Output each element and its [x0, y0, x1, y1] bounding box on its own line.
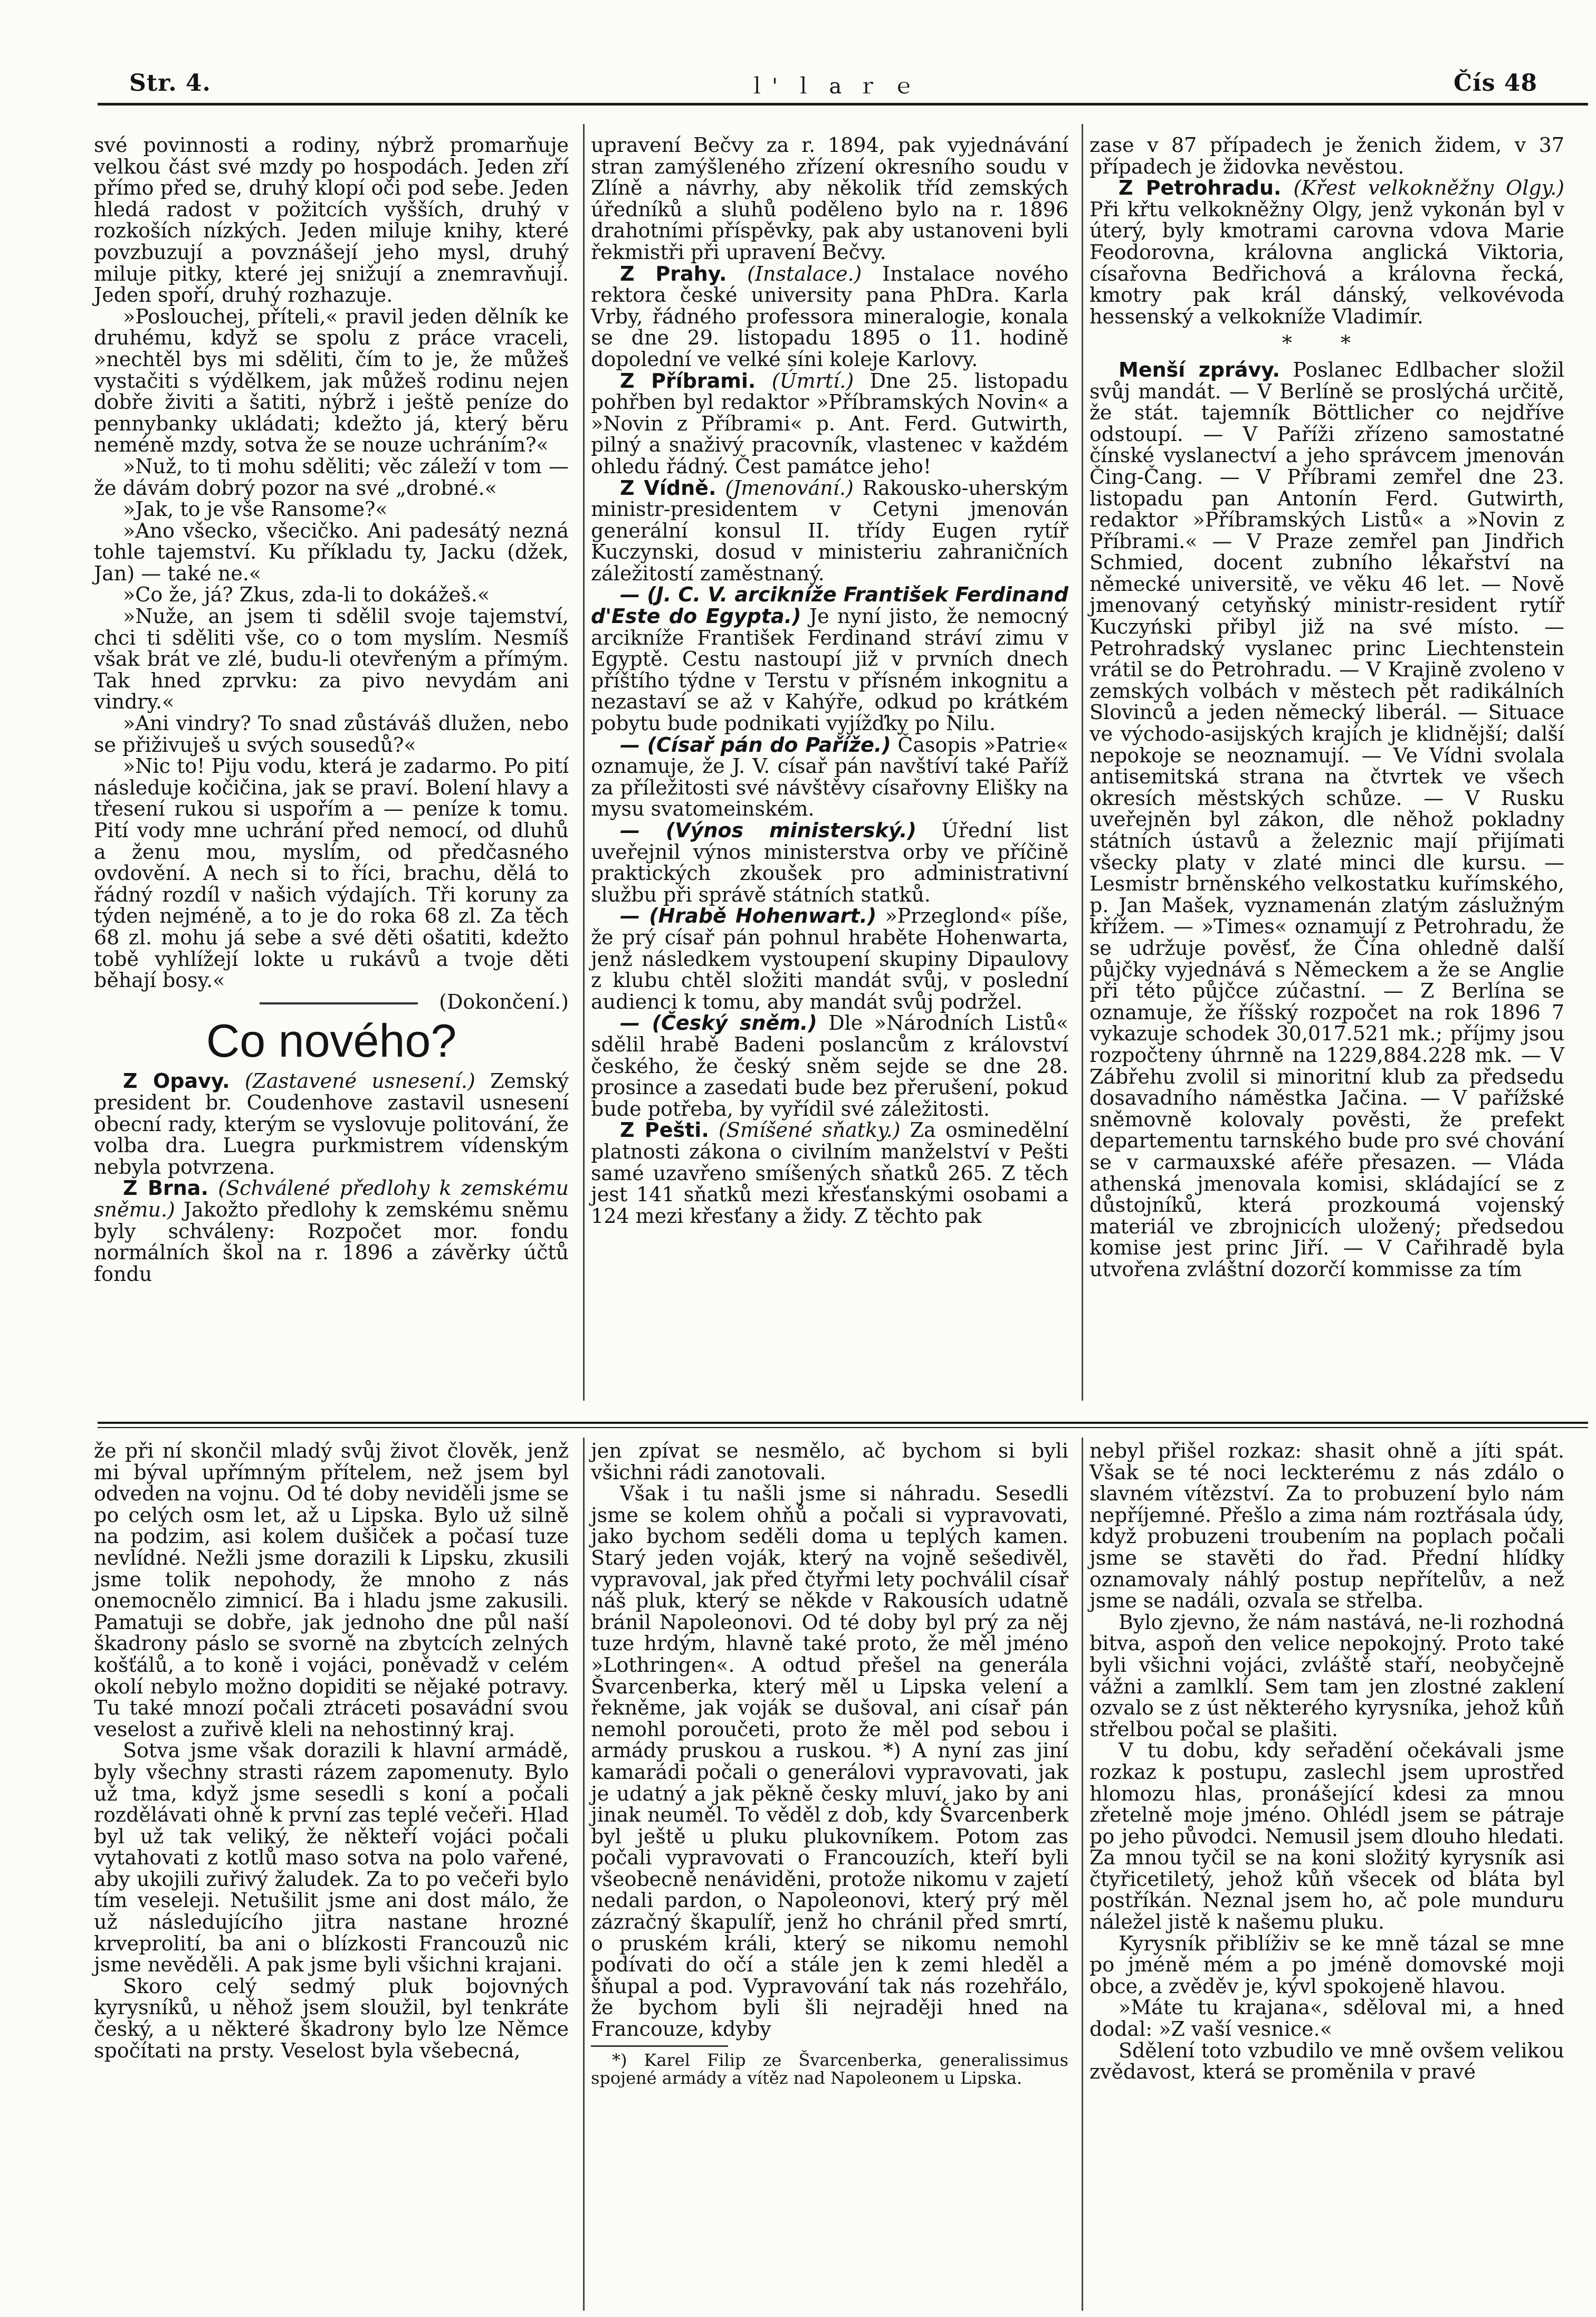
article-column-2: [591, 135, 1068, 1227]
paragraph: V tu dobu, kdy seřadění očekávali jsme rozkaz k postupu, zaslechl jsem uprostřed hlomozu hlas, pronášející kdesi za mnou zřetelně moje jméno. Ohlédl jsem se pátraje po jeho původci. Nemusil jsem dlouho hledati. Za mnou tyčil se na koni složitý kyrysník asi čtyřicetiletý, jehož kůň všecek od bláta byl postříkán. Neznal jsem ho, ač pole munduru náležel jistě k našemu pluku.: [1090, 1739, 1564, 1934]
paragraph: »Máte tu krajana«, sděloval mi, a hned dodal: »Z vaší vesnice.«: [1090, 1996, 1564, 2041]
footnote: *) Karel Filip ze Švarcenberka, generalissimus spojené armády a vítěz nad Napoleonem u Lipska.: [591, 2050, 1068, 2088]
column-divider-bottom-1: [583, 1438, 585, 2311]
end-rule: [260, 1002, 418, 1004]
article-column-3: [1090, 135, 1564, 1280]
paragraph: Však i tu našli jsme si náhradu. Sesedli jsme se kolem ohňů a počali si vypravovati, jako bychom seděli doma u teplých kamen. Starý jeden voják, který na vojně sešedivěl, vypravoval, jak před čtyřmi lety pochválil císař náš pluk, který se někde v Rakousích udatně bránil Napoleonovi. Od té doby byl prý za něj tuze hrdým, hlavně také proto, že měl jméno »Lothringen«. A odtud přešel na generála Švarcenberka, který měl u Lipska velení a řekněme, jak voják se dušoval, ani císař pán nemohl poroučeti, proto že měl pod sebou i armády pruskou a ruskou. *) A nyní zas jiní kamarádi počali o generálovi vypravovati, jak je udatný a jak pěkně česky mluví, jako by ani jinak neuměl. To věděl z dob, kdy Švarcenberk byl ještě u pluku plukovníkem. Potom zas počali vypravovati o Francouzích, kteří byli všeobecně nenáviděni, protože nikomu v zajetí nedali pardon, o Napoleonovi, který prý měl zázračný škapulíř, jenž ho chránil před smrtí, o pruském králi, který se nikomu nemohl podívati do očí a stále jen k zemi hleděl a šňupal a pod. Vypravování tak nás rozehřálo, že bychom byli šli nejraději hned na Francouze, kdyby: [591, 1482, 1068, 2041]
paragraph: že při ní skončil mladý svůj život člověk, jenž mi býval upřímným přítelem, než jsem byl odveden na vojnu. Od té doby neviděli jsme se po celých osm let, až u Lipska. Bylo už silně na podzim, asi kolem dušiček a počasí tuze nevlídné. Nežli jsme dorazili k Lipsku, zkusili jsme tolik nepohody, že mnoho z nás onemocnělo zimnicí. Ba i hladu jsme zakusili. Pamatuji se dobře, jak jednoho dne půl naší škadrony páslo se svorně na zbytcích zelných košťálů, a to koně i vojáci, poněvadž v celém okolí nebylo možno dopiditi se nějaké potravy. Tu také mnozí počali ztráceti posavádní svou veselost a zuřivě kleli na nehostinný kraj.: [94, 1439, 569, 1741]
footnote-rule: [591, 2045, 728, 2047]
feuilleton-column-1: [94, 1440, 569, 2061]
section-separator-stars: * *: [1282, 331, 1372, 355]
paragraph: upravení Bečvy za r. 1894, pak vyjednávání stran zamýšleného zřízení okresního soudu v Zlíně a návrhy, aby několik tříd zemských úředníků a sluhů poděleno bylo na r. 1896 drahotními příspěvky, pak aby ustanoveni byli řekmistři při upravení Bečvy.: [591, 133, 1068, 264]
paragraph: »Nuže, an jsem ti sdělil svoje tajemství, chci ti sděliti vše, co o tom myslím. Nesmíš však brát ve zlé, budu-li otevřeným a přímým. Tak hned zprvku: za pivo nevydám ani vindry.«: [94, 605, 569, 714]
paragraph: »Jak, to je vše Ransome?«: [123, 497, 388, 521]
page-number: Str. 4.: [129, 70, 211, 97]
news-item: Z Prahy. (Instalace.) Instalace nového rektora české university pana PhDra. Karla Vrby, řádného professora mineralogie, konala se dne 29. listopadu 1895 o 11. hodině dopolední ve velké síni koleje Karlovy.: [591, 262, 1068, 371]
section-heading: Co nového?: [206, 1014, 457, 1067]
paragraph: Sotva jsme však dorazili k hlavní armádě, byly všechny strasti rázem zapomenuty. Bylo už tma, když jsme sesedli s koní a počali rozdělávati ohně k první zas teplé večeři. Hlad byl už tak veliký, že někteří vojáci počali vytahovati z kotlů maso sotva na polo vařené, aby ukojili zuřivý žaludek. Za to po večeři bylo tím veseleji. Netušilit jsme ani dost málo, že už následujícího jitra nastane hrozné krveprolití, ba ani o blízkosti Francouzů nic jsme nevěděli. A pak jsme byli všichni krajani.: [94, 1739, 569, 1977]
news-item: Z Brna. (Schválené předlohy k zemskému sněmu.) Jakožto předlohy k zemskému sněmu byly schváleny: Rozpočet mor. fondu normálních škol na r. 1896 a závěrky účtů fondu: [94, 1176, 569, 1286]
paragraph: »Ano všecko, všecičko. Ani padesátý nezná tohle tajemství. Ku příkladu ty, Jacku (džek, Jan) — také ne.«: [94, 519, 569, 585]
news-item: Z Opavy. (Zastavené usnesení.) Zemský president br. Coudenhove zastavil usnesení obecní rady, kterým se vyslovuje politování, že volba dra. Luegra purkmistrem vídenským nebyla potvrzena.: [94, 1069, 569, 1179]
paragraph: Skoro celý sedmý pluk bojovných kyrysníků, u něhož jsem sloužil, byl tenkráte český, a u některé škadrony bylo lze Němce spočítati na prsty. Veselost byla všebecná,: [94, 1974, 569, 2062]
column-divider-top-2: [1082, 124, 1083, 1401]
paragraph: zase v 87 případech je ženich židem, v 37 případech je židovka nevěstou.: [1090, 133, 1564, 178]
page-running-title: ｌ' ｌ a ｒ ｅ: [747, 74, 919, 99]
paragraph: nebyl přišel rozkaz: shasit ohně a jíti spát. Však se té noci leckterému z nás zdálo o slavném vítězství. Za to probuzení bylo nám nepříjemné. Přešlo a zima nám roztřásala údy, když probuzeni troubením na poplach počali jsme se stavěti do řad. Přední hlídky oznamovaly náhlý postup nepřítelův, a než jsme se nadáli, ozvala se střelba.: [1090, 1439, 1564, 1613]
news-item: Menší zprávy. Poslanec Edlbacher složil svůj mandát. — V Berlíně se proslýchá určitě, že stát. tajemník Böttlicher co nejdříve odstoupí. — V Paříži zřízeno samostatné čínské vyslanectví a jeho správcem jmenován Čing-Čang. — V Příbrami zemřel dne 23. listopadu pan Antonín Ferd. Gutwirth, redaktor »Příbramských Listů« a »Novin z Příbrami.« — V Praze zemřel pan Jindřich Schmied, docent zubního lékařství na německé universitě, ve věku 46 let. — Nově jmenovaný cetyňský ministr-resident rytíř Kuczyński přibyl již na své místo. — Petrohradský vyslanec princ Liechtenstein vrátil se do Petrohradu. — V Krajině zvoleno v zemských volbách v městech pět radikálních Slovinců a jeden německý liberál. — Situace ve východo-asijských krajích je klidnější; další nepokoje se neoznamují. — Ve Vídni svolala antisemitská strana na čtvrtek ve všech okresích městských schůze. — V Rusku uveřejněn byl zákon, dle něhož pokladny státních ústavů a železnic mají přijímati všecky platy v zlaté minci dle kursu. — Lesmistr brněnského velkostatku kuřímského, p. Jan Mašek, vyznamenán zlatým záslužným křížem. — »Times« oznamují z Petrohradu, že se udržuje pověsť, že Čína ohledně další půjčky vyjednává s Německem a že se Anglie při této půjčce zúčastní. — Z Berlína se oznamuje, že říšský rozpočet na rok 1896 7 vykazuje schodek 30,017.521 mk.; příjmy jsou rozpočteny úhrnně na 1229,884.228 mk. — V Zábřehu zvolil si minoritní klub za předsedu dosavadního náměstka Jačina. — V pařížské sněmovně kolovaly pověsti, že prefekt departementu tarnského bude pro své chování se v carmauxské aféře přesazen. — Vláda athenská jmenovala komisi, skládající se z důstojníků, která prozkoumá vojenský materiál ve zbrojnicích uložený; předsedou komise jest princ Jiří. — V Cařihradě byla utvořena zvláštní dozorčí kommisse za tím: [1090, 358, 1564, 1281]
news-item: Z Vídně. (Jmenování.) Rakousko-uherským ministr-presidentem v Cetyni jmenován generální konsul II. třídy Eugen rytíř Kuczynski, dosud v ministeriu zahraničních záležitostí zaměstnaný.: [591, 476, 1068, 585]
news-item: — (J. C. V. arcikníže František Ferdinand d'Este do Egypta.) Je nyní jisto, že nemocný arcikníže František Ferdinand stráví zimu v Egyptě. Cestu nastoupí již v prvních dnech příštího týdne v Terstu v přísném inkognitu a nezastaví se až v Kahýře, odkud po krátkém pobytu bude podnikati vyjížďky po Nilu.: [591, 583, 1068, 735]
paragraph: »Nuž, to ti mohu sděliti; věc záleží v tom — že dávám dobrý pozor na své „drobné.«: [94, 454, 569, 500]
paragraph: Sdělení toto vzbudilo ve mně ovšem velikou zvědavost, která se proměnila v pravé: [1090, 2038, 1564, 2084]
news-item: Z Pešti. (Smíšené sňatky.) Za osminedělní platnosti zákona o civilním manželství v Pešti samé uzavřeno smíšených sňatků 265. Z těch jest 141 sňatků mezi křesťanskými osobami a 124 mezi křesťany a židy. Z těchto pak: [591, 1118, 1068, 1228]
news-item: Z Petrohradu. (Křest velkokněžny Olgy.) Při křtu velkokněžny Olgy, jenž vykonán byl v úterý, byly kmotrami carovna vdova Marie Feodorovna, královna anglická Viktoria, císařovna Bedřichová a královna řecká, kmotry pak král dánský, velkovévoda hessenský a velkokníže Vladimír.: [1090, 176, 1564, 328]
paragraph: své povinnosti a rodiny, nýbrž promarňuje velkou část své mzdy po hospodách. Jeden zří přímo před se, druhý klopí oči pod sebe. Jeden hledá radost v požitcích vyšších, druhý v rozkoších nízkých. Jeden miluje knihy, které povzbuzují a povznášejí jeho mysl, druhý miluje pitky, které jej snižují a znemravňují. Jeden spoří, druhý rozhazuje.: [94, 133, 569, 307]
feuilleton-column-3: [1090, 1440, 1564, 2083]
news-item: Z Příbrami. (Úmrtí.) Dne 25. listopadu pohřben byl redaktor »Příbramských Novin« a »Novin z Příbrami« p. Ant. Ferd. Gutwirth, pilný a snaživý pracovník, vlastenec v každém ohledu řádný. Čest památce jeho!: [591, 369, 1068, 478]
news-item: — (Výnos ministerský.) Úřední list uveřejnil výnos ministerstva orby ve příčině praktických zkoušek pro administrativní službu při správě státních statků.: [591, 819, 1068, 906]
paragraph: »Ani vindry? To snad zůstáváš dlužen, nebo se přiživuješ u svých sousedů?«: [94, 712, 569, 757]
news-item: — (Hrabě Hohenwart.) »Przeglond« píše, že prý císař pán pohnul hraběte Hohenwarta, jenž následkem vystoupení skupiny Dipaulovy z klubu chtěl složiti mandát svůj, v poslední audienci k tomu, aby mandát svůj podržel.: [591, 904, 1068, 1013]
news-item: — (Český sněm.) Dle »Národních Listů« sdělil hrabě Badeni poslancům z království českého, že český sněm sejde se dne 28. prosince a zasedati bude bez přerušení, pokud bude potřeba, by vyřídil své záležitosti.: [591, 1011, 1068, 1121]
paragraph: Kyrysník přiblíživ se ke mně tázal se mne po jméně mém a po jméně domovské moji obce, a zvěděv je, kývl spokojeně hlavou.: [1090, 1931, 1564, 1998]
feuilleton-rule: [98, 1422, 1588, 1424]
paragraph: Bylo zjevno, že nám nastává, ne-li rozhodná bitva, aspoň den velice nepokojný. Proto také byli všichni vojáci, zvláště staří, neobyčejně vážni a zamlklí. Sem tam jen zlostné zaklení ozvalo se z úst některého kyrysníka, jehož kůň střelbou počal se plašiti.: [1090, 1610, 1564, 1741]
column-divider-top-1: [583, 124, 585, 1401]
column-divider-bottom-2: [1082, 1438, 1083, 2311]
paragraph: »Nic to! Piju vodu, která je zadarmo. Po pití následuje kočičina, jak se praví. Bolení hlavy a třesení rukou si uspořím a — peníze k tomu. Pití vody mne uchrání před nemocí, od dluhů a ženu mou, myslím, od předčasného ovdovění. A nech si to říci, brachu, dělá to řádný rozdíl v našich výdajích. Tři koruny za týden nejméně, a to je do roka 68 zl. Za těch 68 zl. mohu já sebe a své děti ošatiti, kdežto tobě vyhlížejí lokte u rukávů a tvoje děti běhají bosy.«: [94, 754, 569, 992]
feuilleton-rule-thin: [98, 1427, 1588, 1428]
continued-note: (Dokončení.): [94, 991, 569, 1013]
header-rule: [98, 103, 1588, 106]
paragraph: »Poslouchej, příteli,« pravil jeden dělník ke druhému, když se spolu z práce vraceli, »nechtěl bys mi sděliti, čím to je, že můžeš vystačiti s výdělkem, jak můžeš rodinu nejen dobře živiti a šatiti, nýbrž i ještě peníze do pennybanky ukládati; kdežto já, který běru neméně mzdy, sotva že se nouze uchráním?«: [94, 304, 569, 457]
paragraph: jen zpívat se nesmělo, ač bychom si byli všichni rádi zanotovali.: [591, 1439, 1068, 1484]
article-column-1: [94, 135, 569, 1285]
news-item: — (Císař pán do Paříže.) Časopis »Patrie« oznamuje, že J. V. císař pán navštíví také Paříž za příležitosti své návštěvy císařovny Elišky na mysu svatomeinském.: [591, 733, 1068, 821]
issue-number: Čís 48: [1454, 70, 1538, 97]
paragraph: »Co že, já? Zkus, zda-li to dokážeš.«: [123, 583, 490, 607]
feuilleton-column-2: [591, 1440, 1068, 2087]
